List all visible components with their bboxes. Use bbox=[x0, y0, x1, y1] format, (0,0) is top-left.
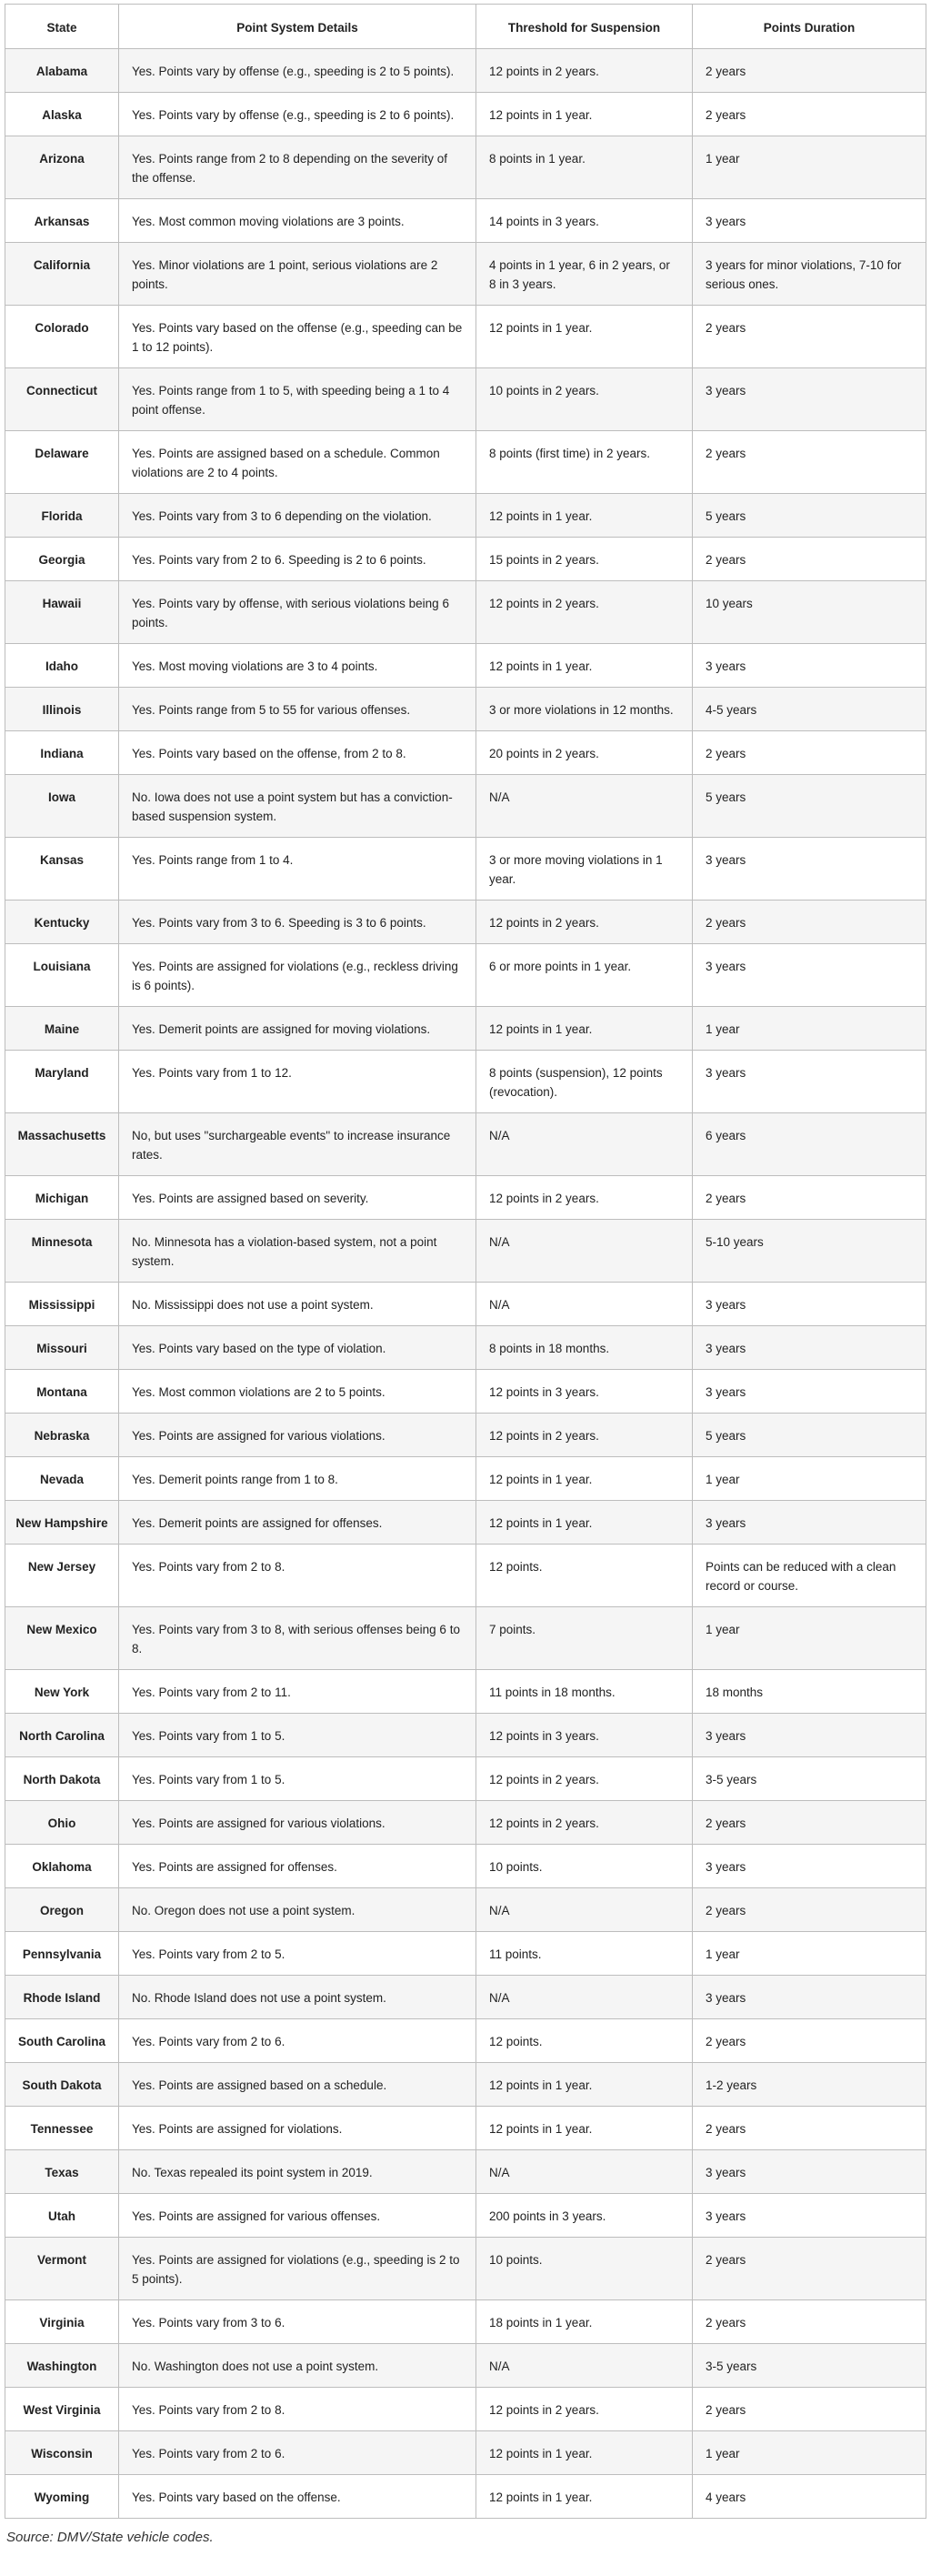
cell-point-system-details: No. Mississippi does not use a point system. bbox=[119, 1283, 476, 1326]
cell-point-system-details: Yes. Points vary from 1 to 5. bbox=[119, 1757, 476, 1801]
cell-threshold: 15 points in 2 years. bbox=[476, 538, 693, 581]
source-note: Source: DMV/State vehicle codes. bbox=[6, 2530, 214, 2545]
cell-point-system-details: Yes. Minor violations are 1 point, serious violations are 2 points. bbox=[119, 243, 476, 306]
cell-state: Nebraska bbox=[5, 1414, 119, 1457]
cell-state: Minnesota bbox=[5, 1220, 119, 1283]
cell-point-system-details: Yes. Points range from 1 to 5, with speeding being a 1 to 4 point offense. bbox=[119, 368, 476, 431]
cell-state: Pennsylvania bbox=[5, 1932, 119, 1976]
cell-point-system-details: Yes. Points vary from 2 to 8. bbox=[119, 2388, 476, 2431]
cell-points-duration: 3-5 years bbox=[693, 1757, 926, 1801]
cell-threshold: 12 points in 1 year. bbox=[476, 2107, 693, 2150]
cell-state: Rhode Island bbox=[5, 1976, 119, 2019]
table-row bbox=[5, 136, 926, 199]
cell-threshold: 12 points in 2 years. bbox=[476, 901, 693, 944]
cell-threshold: 12 points. bbox=[476, 2019, 693, 2063]
cell-point-system-details: Yes. Points are assigned for offenses. bbox=[119, 1845, 476, 1888]
cell-points-duration: 3 years bbox=[693, 1283, 926, 1326]
cell-threshold: 11 points. bbox=[476, 1932, 693, 1976]
cell-point-system-details: Yes. Points vary from 3 to 8, with serious offenses being 6 to 8. bbox=[119, 1607, 476, 1670]
table-row bbox=[5, 93, 926, 136]
cell-threshold: 12 points in 1 year. bbox=[476, 2475, 693, 2519]
cell-points-duration: 3 years bbox=[693, 199, 926, 243]
cell-threshold: 12 points in 2 years. bbox=[476, 581, 693, 644]
cell-state: Texas bbox=[5, 2150, 119, 2194]
cell-points-duration: 1 year bbox=[693, 1007, 926, 1051]
cell-points-duration: 3 years bbox=[693, 1845, 926, 1888]
table-row bbox=[5, 2344, 926, 2388]
cell-threshold: N/A bbox=[476, 1220, 693, 1283]
cell-threshold: 12 points in 1 year. bbox=[476, 2431, 693, 2475]
cell-state: Iowa bbox=[5, 775, 119, 838]
cell-points-duration: 1 year bbox=[693, 2431, 926, 2475]
cell-points-duration: 2 years bbox=[693, 731, 926, 775]
header-point-system-details: Point System Details bbox=[119, 5, 476, 49]
table-row bbox=[5, 581, 926, 644]
cell-state: Michigan bbox=[5, 1176, 119, 1220]
table-row bbox=[5, 1757, 926, 1801]
cell-state: Louisiana bbox=[5, 944, 119, 1007]
cell-state: New York bbox=[5, 1670, 119, 1714]
cell-state: Kansas bbox=[5, 838, 119, 901]
cell-state: Connecticut bbox=[5, 368, 119, 431]
table-row bbox=[5, 306, 926, 368]
cell-points-duration: 1 year bbox=[693, 1457, 926, 1501]
cell-point-system-details: No. Oregon does not use a point system. bbox=[119, 1888, 476, 1932]
cell-threshold: N/A bbox=[476, 2150, 693, 2194]
table-row bbox=[5, 1932, 926, 1976]
cell-state: North Carolina bbox=[5, 1714, 119, 1757]
cell-points-duration: 3 years bbox=[693, 944, 926, 1007]
cell-points-duration: 1 year bbox=[693, 136, 926, 199]
table-row bbox=[5, 1607, 926, 1670]
cell-points-duration: 6 years bbox=[693, 1113, 926, 1176]
cell-state: Alabama bbox=[5, 49, 119, 93]
cell-state: Florida bbox=[5, 494, 119, 538]
cell-threshold: N/A bbox=[476, 2344, 693, 2388]
cell-threshold: 3 or more moving violations in 1 year. bbox=[476, 838, 693, 901]
table-row bbox=[5, 1370, 926, 1414]
table-row bbox=[5, 1326, 926, 1370]
cell-points-duration: 3-5 years bbox=[693, 2344, 926, 2388]
cell-point-system-details: Yes. Points are assigned for violations. bbox=[119, 2107, 476, 2150]
cell-state: Mississippi bbox=[5, 1283, 119, 1326]
table-row bbox=[5, 1113, 926, 1176]
cell-point-system-details: Yes. Points vary by offense (e.g., speeding is 2 to 6 points). bbox=[119, 93, 476, 136]
cell-points-duration: 3 years bbox=[693, 1326, 926, 1370]
table-row bbox=[5, 1670, 926, 1714]
cell-points-duration: 3 years bbox=[693, 644, 926, 688]
cell-points-duration: 2 years bbox=[693, 901, 926, 944]
cell-threshold: N/A bbox=[476, 1976, 693, 2019]
cell-points-duration: 4-5 years bbox=[693, 688, 926, 731]
cell-point-system-details: Yes. Points vary based on the offense, from 2 to 8. bbox=[119, 731, 476, 775]
cell-point-system-details: Yes. Points vary from 2 to 5. bbox=[119, 1932, 476, 1976]
cell-state: Washington bbox=[5, 2344, 119, 2388]
cell-point-system-details: Yes. Most common violations are 2 to 5 points. bbox=[119, 1370, 476, 1414]
cell-state: Indiana bbox=[5, 731, 119, 775]
table-row bbox=[5, 199, 926, 243]
cell-points-duration: 2 years bbox=[693, 2238, 926, 2300]
cell-state: Delaware bbox=[5, 431, 119, 494]
cell-threshold: 14 points in 3 years. bbox=[476, 199, 693, 243]
cell-point-system-details: Yes. Points vary based on the type of violation. bbox=[119, 1326, 476, 1370]
cell-state: Maryland bbox=[5, 1051, 119, 1113]
cell-threshold: 6 or more points in 1 year. bbox=[476, 944, 693, 1007]
cell-state: West Virginia bbox=[5, 2388, 119, 2431]
cell-point-system-details: No. Rhode Island does not use a point system. bbox=[119, 1976, 476, 2019]
header-threshold-for-suspension: Threshold for Suspension bbox=[476, 5, 693, 49]
cell-state: New Hampshire bbox=[5, 1501, 119, 1545]
cell-state: Maine bbox=[5, 1007, 119, 1051]
cell-threshold: 7 points. bbox=[476, 1607, 693, 1670]
cell-threshold: N/A bbox=[476, 775, 693, 838]
cell-points-duration: 3 years bbox=[693, 2150, 926, 2194]
cell-threshold: 12 points in 3 years. bbox=[476, 1370, 693, 1414]
cell-points-duration: 2 years bbox=[693, 431, 926, 494]
cell-points-duration: 3 years bbox=[693, 1501, 926, 1545]
cell-point-system-details: Yes. Points vary from 2 to 6. bbox=[119, 2019, 476, 2063]
table-row bbox=[5, 731, 926, 775]
cell-state: Illinois bbox=[5, 688, 119, 731]
cell-threshold: 200 points in 3 years. bbox=[476, 2194, 693, 2238]
cell-state: South Carolina bbox=[5, 2019, 119, 2063]
cell-state: Nevada bbox=[5, 1457, 119, 1501]
cell-points-duration: 1 year bbox=[693, 1932, 926, 1976]
cell-state: South Dakota bbox=[5, 2063, 119, 2107]
header-state: State bbox=[5, 5, 119, 49]
cell-points-duration: 1 year bbox=[693, 1607, 926, 1670]
cell-threshold: 12 points in 2 years. bbox=[476, 2388, 693, 2431]
cell-point-system-details: Yes. Points are assigned based on a schedule. bbox=[119, 2063, 476, 2107]
cell-points-duration: 2 years bbox=[693, 306, 926, 368]
cell-points-duration: 2 years bbox=[693, 2388, 926, 2431]
cell-threshold: 12 points in 1 year. bbox=[476, 1007, 693, 1051]
cell-points-duration: 5 years bbox=[693, 775, 926, 838]
cell-threshold: 12 points in 2 years. bbox=[476, 1414, 693, 1457]
table-row bbox=[5, 944, 926, 1007]
cell-point-system-details: Yes. Points vary from 3 to 6 depending on the violation. bbox=[119, 494, 476, 538]
cell-point-system-details: Yes. Points are assigned for violations (e.g., speeding is 2 to 5 points). bbox=[119, 2238, 476, 2300]
cell-state: Kentucky bbox=[5, 901, 119, 944]
cell-state: Ohio bbox=[5, 1801, 119, 1845]
cell-threshold: 4 points in 1 year, 6 in 2 years, or 8 in 3 years. bbox=[476, 243, 693, 306]
cell-state: Alaska bbox=[5, 93, 119, 136]
cell-state: Wisconsin bbox=[5, 2431, 119, 2475]
cell-point-system-details: Yes. Points range from 5 to 55 for various offenses. bbox=[119, 688, 476, 731]
table-row bbox=[5, 775, 926, 838]
table-row bbox=[5, 2300, 926, 2344]
cell-point-system-details: No. Minnesota has a violation-based system, not a point system. bbox=[119, 1220, 476, 1283]
cell-point-system-details: Yes. Points vary by offense (e.g., speeding is 2 to 5 points). bbox=[119, 49, 476, 93]
cell-point-system-details: No. Washington does not use a point system. bbox=[119, 2344, 476, 2388]
cell-state: Vermont bbox=[5, 2238, 119, 2300]
table-row bbox=[5, 2019, 926, 2063]
table-body bbox=[5, 49, 926, 2519]
cell-point-system-details: Yes. Points are assigned based on severity. bbox=[119, 1176, 476, 1220]
cell-threshold: 11 points in 18 months. bbox=[476, 1670, 693, 1714]
cell-point-system-details: Yes. Points range from 2 to 8 depending on the severity of the offense. bbox=[119, 136, 476, 199]
cell-points-duration: 3 years bbox=[693, 1370, 926, 1414]
cell-state: Colorado bbox=[5, 306, 119, 368]
table-row bbox=[5, 2475, 926, 2519]
cell-points-duration: 5 years bbox=[693, 494, 926, 538]
table-row bbox=[5, 2150, 926, 2194]
cell-points-duration: 10 years bbox=[693, 581, 926, 644]
cell-threshold: 12 points in 2 years. bbox=[476, 1801, 693, 1845]
cell-threshold: 12 points in 1 year. bbox=[476, 306, 693, 368]
point-system-table bbox=[5, 4, 926, 2519]
cell-points-duration: 3 years bbox=[693, 838, 926, 901]
table-row bbox=[5, 2063, 926, 2107]
table-row bbox=[5, 1845, 926, 1888]
cell-points-duration: 3 years for minor violations, 7-10 for serious ones. bbox=[693, 243, 926, 306]
cell-threshold: 12 points in 2 years. bbox=[476, 49, 693, 93]
table-row bbox=[5, 1176, 926, 1220]
cell-points-duration: 2 years bbox=[693, 49, 926, 93]
cell-threshold: 12 points in 1 year. bbox=[476, 644, 693, 688]
cell-point-system-details: Yes. Points are assigned for various violations. bbox=[119, 1414, 476, 1457]
cell-state: Hawaii bbox=[5, 581, 119, 644]
cell-state: Oklahoma bbox=[5, 1845, 119, 1888]
cell-points-duration: 2 years bbox=[693, 2019, 926, 2063]
cell-point-system-details: Yes. Points vary from 1 to 12. bbox=[119, 1051, 476, 1113]
table-row bbox=[5, 243, 926, 306]
cell-threshold: 8 points in 1 year. bbox=[476, 136, 693, 199]
cell-point-system-details: No. Iowa does not use a point system but has a conviction-based suspension system. bbox=[119, 775, 476, 838]
cell-points-duration: 3 years bbox=[693, 1051, 926, 1113]
cell-point-system-details: Yes. Most common moving violations are 3 points. bbox=[119, 199, 476, 243]
cell-points-duration: 3 years bbox=[693, 1714, 926, 1757]
cell-state: North Dakota bbox=[5, 1757, 119, 1801]
cell-point-system-details: Yes. Points vary by offense, with serious violations being 6 points. bbox=[119, 581, 476, 644]
cell-point-system-details: Yes. Points vary from 3 to 6. bbox=[119, 2300, 476, 2344]
cell-point-system-details: Yes. Points vary from 3 to 6. Speeding is 3 to 6 points. bbox=[119, 901, 476, 944]
cell-threshold: N/A bbox=[476, 1283, 693, 1326]
cell-point-system-details: No. Texas repealed its point system in 2019. bbox=[119, 2150, 476, 2194]
cell-state: Utah bbox=[5, 2194, 119, 2238]
cell-threshold: 8 points (first time) in 2 years. bbox=[476, 431, 693, 494]
cell-state: Georgia bbox=[5, 538, 119, 581]
cell-threshold: 12 points in 1 year. bbox=[476, 494, 693, 538]
table-row bbox=[5, 368, 926, 431]
table-header bbox=[5, 5, 926, 49]
cell-points-duration: 2 years bbox=[693, 93, 926, 136]
cell-threshold: 12 points. bbox=[476, 1545, 693, 1607]
cell-points-duration: 5-10 years bbox=[693, 1220, 926, 1283]
cell-threshold: 18 points in 1 year. bbox=[476, 2300, 693, 2344]
cell-point-system-details: No, but uses "surchargeable events" to increase insurance rates. bbox=[119, 1113, 476, 1176]
cell-points-duration: 3 years bbox=[693, 368, 926, 431]
table-row bbox=[5, 644, 926, 688]
table-row bbox=[5, 2431, 926, 2475]
cell-point-system-details: Yes. Points vary based on the offense. bbox=[119, 2475, 476, 2519]
cell-points-duration: 3 years bbox=[693, 2194, 926, 2238]
table-row bbox=[5, 1545, 926, 1607]
table-row bbox=[5, 1501, 926, 1545]
cell-threshold: N/A bbox=[476, 1113, 693, 1176]
cell-point-system-details: Yes. Demerit points range from 1 to 8. bbox=[119, 1457, 476, 1501]
table-row bbox=[5, 1051, 926, 1113]
cell-point-system-details: Yes. Points range from 1 to 4. bbox=[119, 838, 476, 901]
cell-state: Oregon bbox=[5, 1888, 119, 1932]
cell-threshold: 10 points in 2 years. bbox=[476, 368, 693, 431]
cell-point-system-details: Yes. Points vary from 2 to 6. bbox=[119, 2431, 476, 2475]
table-row bbox=[5, 1976, 926, 2019]
cell-threshold: 12 points in 1 year. bbox=[476, 2063, 693, 2107]
cell-state: Missouri bbox=[5, 1326, 119, 1370]
cell-state: New Mexico bbox=[5, 1607, 119, 1670]
cell-points-duration: Points can be reduced with a clean record or course. bbox=[693, 1545, 926, 1607]
cell-threshold: 12 points in 1 year. bbox=[476, 1501, 693, 1545]
table-row bbox=[5, 2194, 926, 2238]
cell-points-duration: 1-2 years bbox=[693, 2063, 926, 2107]
table-row bbox=[5, 1283, 926, 1326]
cell-point-system-details: Yes. Points vary from 2 to 6. Speeding is 2 to 6 points. bbox=[119, 538, 476, 581]
cell-threshold: 8 points (suspension), 12 points (revocation). bbox=[476, 1051, 693, 1113]
cell-state: Idaho bbox=[5, 644, 119, 688]
header-points-duration: Points Duration bbox=[693, 5, 926, 49]
table-row bbox=[5, 1414, 926, 1457]
cell-threshold: 12 points in 3 years. bbox=[476, 1714, 693, 1757]
table-row bbox=[5, 2107, 926, 2150]
cell-threshold: 12 points in 1 year. bbox=[476, 1457, 693, 1501]
cell-threshold: 12 points in 1 year. bbox=[476, 93, 693, 136]
cell-threshold: 3 or more violations in 12 months. bbox=[476, 688, 693, 731]
cell-point-system-details: Yes. Points vary from 1 to 5. bbox=[119, 1714, 476, 1757]
cell-points-duration: 4 years bbox=[693, 2475, 926, 2519]
cell-points-duration: 2 years bbox=[693, 1888, 926, 1932]
table-row bbox=[5, 431, 926, 494]
cell-state: Arizona bbox=[5, 136, 119, 199]
cell-state: Tennessee bbox=[5, 2107, 119, 2150]
table-row bbox=[5, 1220, 926, 1283]
cell-point-system-details: Yes. Demerit points are assigned for moving violations. bbox=[119, 1007, 476, 1051]
cell-threshold: 10 points. bbox=[476, 1845, 693, 1888]
cell-state: Arkansas bbox=[5, 199, 119, 243]
cell-points-duration: 3 years bbox=[693, 1976, 926, 2019]
table-row bbox=[5, 901, 926, 944]
table-row bbox=[5, 838, 926, 901]
cell-point-system-details: Yes. Points vary based on the offense (e.g., speeding can be 1 to 12 points). bbox=[119, 306, 476, 368]
cell-point-system-details: Yes. Points are assigned for various violations. bbox=[119, 1801, 476, 1845]
table-row bbox=[5, 1714, 926, 1757]
cell-points-duration: 2 years bbox=[693, 1176, 926, 1220]
table-row bbox=[5, 688, 926, 731]
cell-points-duration: 2 years bbox=[693, 538, 926, 581]
table-row bbox=[5, 538, 926, 581]
cell-state: Massachusetts bbox=[5, 1113, 119, 1176]
table-row bbox=[5, 1007, 926, 1051]
cell-threshold: 12 points in 2 years. bbox=[476, 1757, 693, 1801]
cell-threshold: 12 points in 2 years. bbox=[476, 1176, 693, 1220]
cell-point-system-details: Yes. Points vary from 2 to 11. bbox=[119, 1670, 476, 1714]
table-row bbox=[5, 1457, 926, 1501]
table-row bbox=[5, 2388, 926, 2431]
cell-threshold: 20 points in 2 years. bbox=[476, 731, 693, 775]
cell-point-system-details: Yes. Most moving violations are 3 to 4 points. bbox=[119, 644, 476, 688]
cell-point-system-details: Yes. Points are assigned based on a schedule. Common violations are 2 to 4 points. bbox=[119, 431, 476, 494]
table-row bbox=[5, 1888, 926, 1932]
table-row bbox=[5, 494, 926, 538]
cell-state: Montana bbox=[5, 1370, 119, 1414]
header-row bbox=[5, 5, 926, 49]
cell-threshold: 10 points. bbox=[476, 2238, 693, 2300]
cell-threshold: 8 points in 18 months. bbox=[476, 1326, 693, 1370]
cell-point-system-details: Yes. Points are assigned for violations (e.g., reckless driving is 6 points). bbox=[119, 944, 476, 1007]
cell-points-duration: 5 years bbox=[693, 1414, 926, 1457]
table-row bbox=[5, 1801, 926, 1845]
cell-point-system-details: Yes. Demerit points are assigned for offenses. bbox=[119, 1501, 476, 1545]
cell-point-system-details: Yes. Points are assigned for various offenses. bbox=[119, 2194, 476, 2238]
table-row bbox=[5, 2238, 926, 2300]
table-row bbox=[5, 49, 926, 93]
cell-points-duration: 2 years bbox=[693, 2107, 926, 2150]
cell-points-duration: 2 years bbox=[693, 1801, 926, 1845]
cell-state: California bbox=[5, 243, 119, 306]
cell-points-duration: 2 years bbox=[693, 2300, 926, 2344]
cell-point-system-details: Yes. Points vary from 2 to 8. bbox=[119, 1545, 476, 1607]
cell-state: Virginia bbox=[5, 2300, 119, 2344]
cell-threshold: N/A bbox=[476, 1888, 693, 1932]
cell-points-duration: 18 months bbox=[693, 1670, 926, 1714]
cell-state: New Jersey bbox=[5, 1545, 119, 1607]
cell-state: Wyoming bbox=[5, 2475, 119, 2519]
